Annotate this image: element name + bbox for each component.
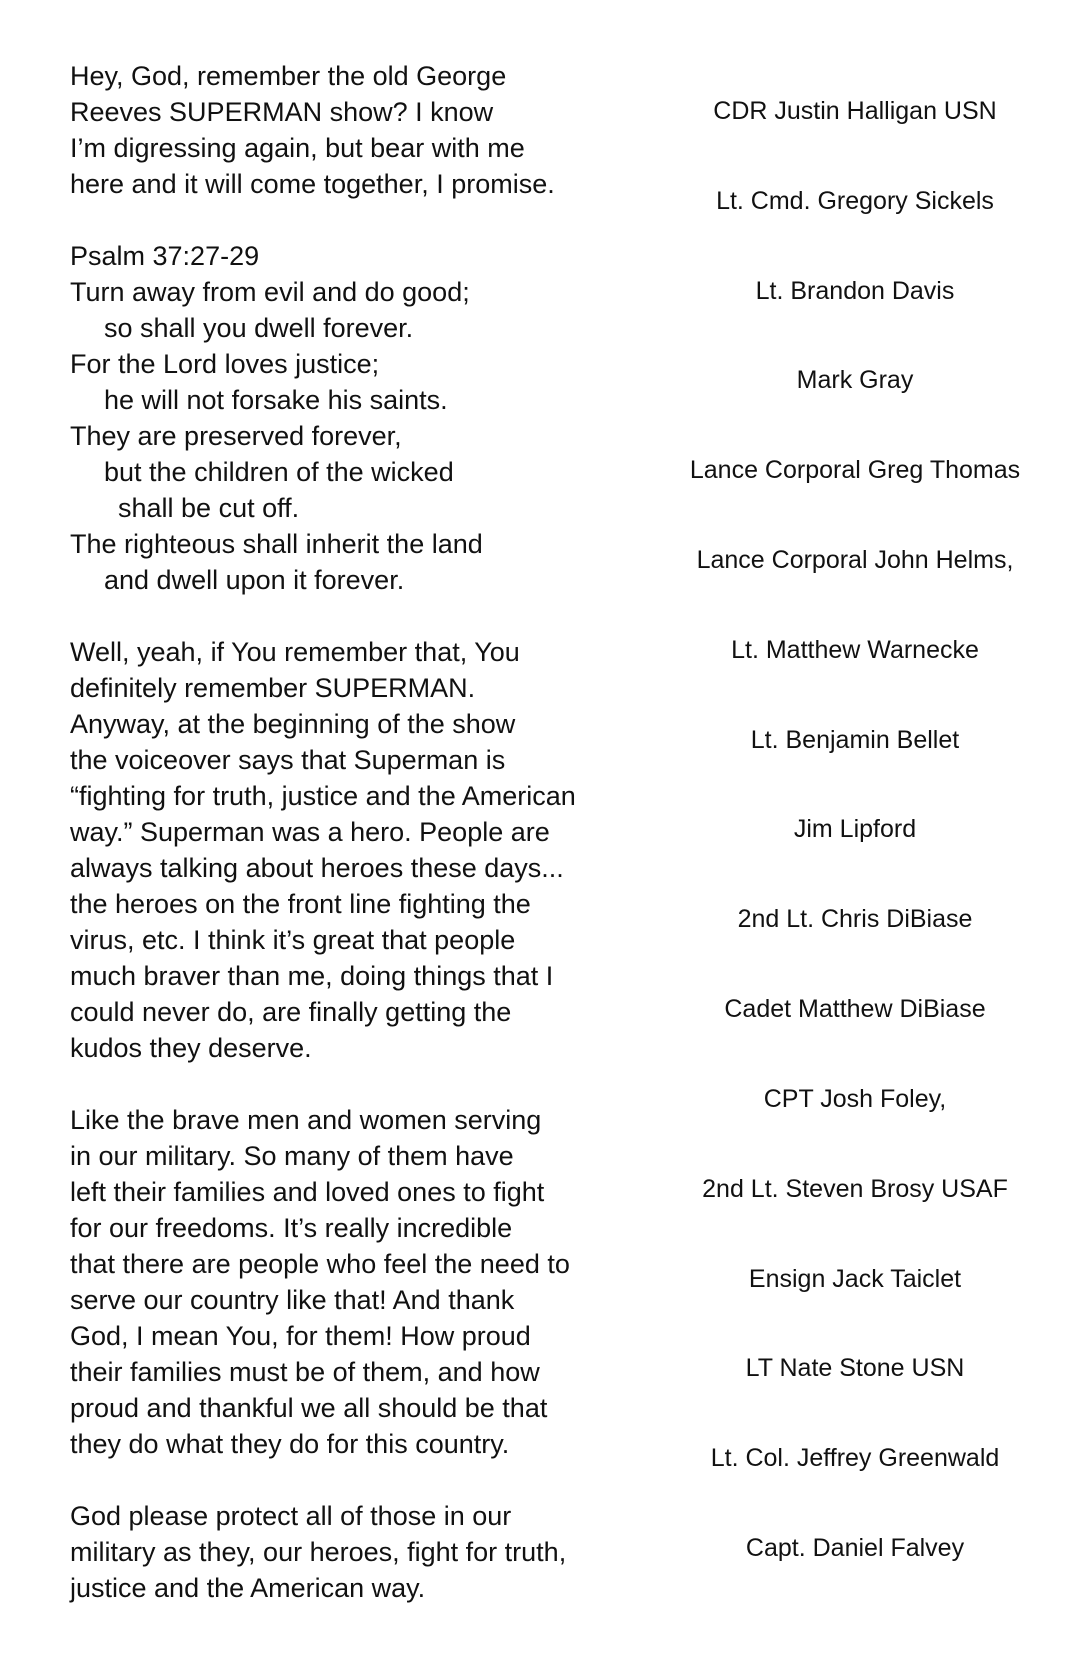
text-line: way.” Superman was a hero. People are (70, 817, 550, 847)
psalm-line: shall be cut off. (118, 493, 300, 523)
text-line: much braver than me, doing things that I (70, 961, 554, 991)
honor-roll-name: Mark Gray (796, 366, 914, 394)
honor-roll-name: Lance Corporal Greg Thomas (689, 456, 1021, 484)
text-line: could never do, are finally getting the (70, 997, 512, 1027)
text-line: I’m digressing again, but bear with me (70, 133, 525, 163)
honor-roll-name: Jim Lipford (793, 815, 917, 843)
honor-roll-name: Lt. Brandon Davis (755, 277, 955, 305)
text-line: serve our country like that! And thank (70, 1285, 515, 1315)
paragraph-military (70, 1102, 650, 1462)
honor-roll-name: CDR Justin Halligan USN (713, 97, 997, 125)
psalm-line: For the Lord loves justice; (70, 349, 380, 379)
psalm-line: The righteous shall inherit the land (70, 529, 483, 559)
letter-body (70, 58, 650, 1606)
text-line: Reeves SUPERMAN show? I know (70, 97, 494, 127)
text-line: military as they, our heroes, fight for truth, (70, 1537, 567, 1567)
text-line: Anyway, at the beginning of the show (70, 709, 516, 739)
text-line: left their families and loved ones to fight (70, 1177, 545, 1207)
honor-roll-name: LT Nate Stone USN (745, 1354, 965, 1382)
paragraph-gap (70, 1462, 650, 1498)
text-line: God please protect all of those in our (70, 1501, 512, 1531)
text-line: for our freedoms. It’s really incredible (70, 1213, 513, 1243)
psalm-passage (70, 238, 650, 598)
text-line: the voiceover says that Superman is (70, 745, 506, 775)
paragraph-superman (70, 634, 650, 1066)
honor-roll-name: 2nd Lt. Chris DiBiase (737, 905, 973, 933)
honor-roll-name: Cadet Matthew DiBiase (724, 995, 986, 1023)
honor-roll-name: Lt. Matthew Warnecke (731, 636, 979, 664)
paragraph-gap (70, 1066, 650, 1102)
text-line: that there are people who feel the need to (70, 1249, 570, 1279)
honor-roll-name: Capt. Daniel Falvey (745, 1534, 965, 1562)
paragraph-intro (70, 58, 650, 202)
psalm-line: They are preserved forever, (70, 421, 402, 451)
honor-roll-name: CPT Josh Foley, (763, 1085, 947, 1113)
text-line: always talking about heroes these days... (70, 853, 564, 883)
text-line: their families must be of them, and how (70, 1357, 540, 1387)
text-line: Like the brave men and women serving (70, 1105, 542, 1135)
text-line: they do what they do for this country. (70, 1429, 510, 1459)
honor-roll-name: Lt. Cmd. Gregory Sickels (716, 187, 994, 215)
text-line: definitely remember SUPERMAN. (70, 673, 476, 703)
paragraph-gap (70, 598, 650, 634)
text-line: justice and the American way. (70, 1573, 426, 1603)
text-line: in our military. So many of them have (70, 1141, 514, 1171)
psalm-line: so shall you dwell forever. (104, 313, 414, 343)
text-line: Hey, God, remember the old George (70, 61, 507, 91)
paragraph-prayer (70, 1498, 650, 1606)
honor-roll-name: Lt. Benjamin Bellet (750, 726, 960, 754)
paragraph-gap (70, 202, 650, 238)
psalm-line: he will not forsake his saints. (104, 385, 448, 415)
honor-roll-name: 2nd Lt. Steven Brosy USAF (702, 1175, 1008, 1203)
honor-roll-name: Lance Corporal John Helms, (696, 546, 1014, 574)
psalm-line: Turn away from evil and do good; (70, 277, 470, 307)
psalm-line: and dwell upon it forever. (104, 565, 405, 595)
text-line: the heroes on the front line fighting the (70, 889, 531, 919)
psalm-reference: Psalm 37:27-29 (70, 241, 260, 271)
text-line: God, I mean You, for them! How proud (70, 1321, 531, 1351)
honor-roll-name: Ensign Jack Taiclet (748, 1265, 962, 1293)
honor-roll-name: Lt. Col. Jeffrey Greenwald (710, 1444, 1000, 1472)
text-line: Well, yeah, if You remember that, You (70, 637, 520, 667)
text-line: “fighting for truth, justice and the American (70, 781, 576, 811)
text-line: virus, etc. I think it’s great that people (70, 925, 516, 955)
text-line: here and it will come together, I promise. (70, 169, 555, 199)
text-line: kudos they deserve. (70, 1033, 312, 1063)
text-line: proud and thankful we all should be that (70, 1393, 548, 1423)
psalm-line: but the children of the wicked (104, 457, 454, 487)
